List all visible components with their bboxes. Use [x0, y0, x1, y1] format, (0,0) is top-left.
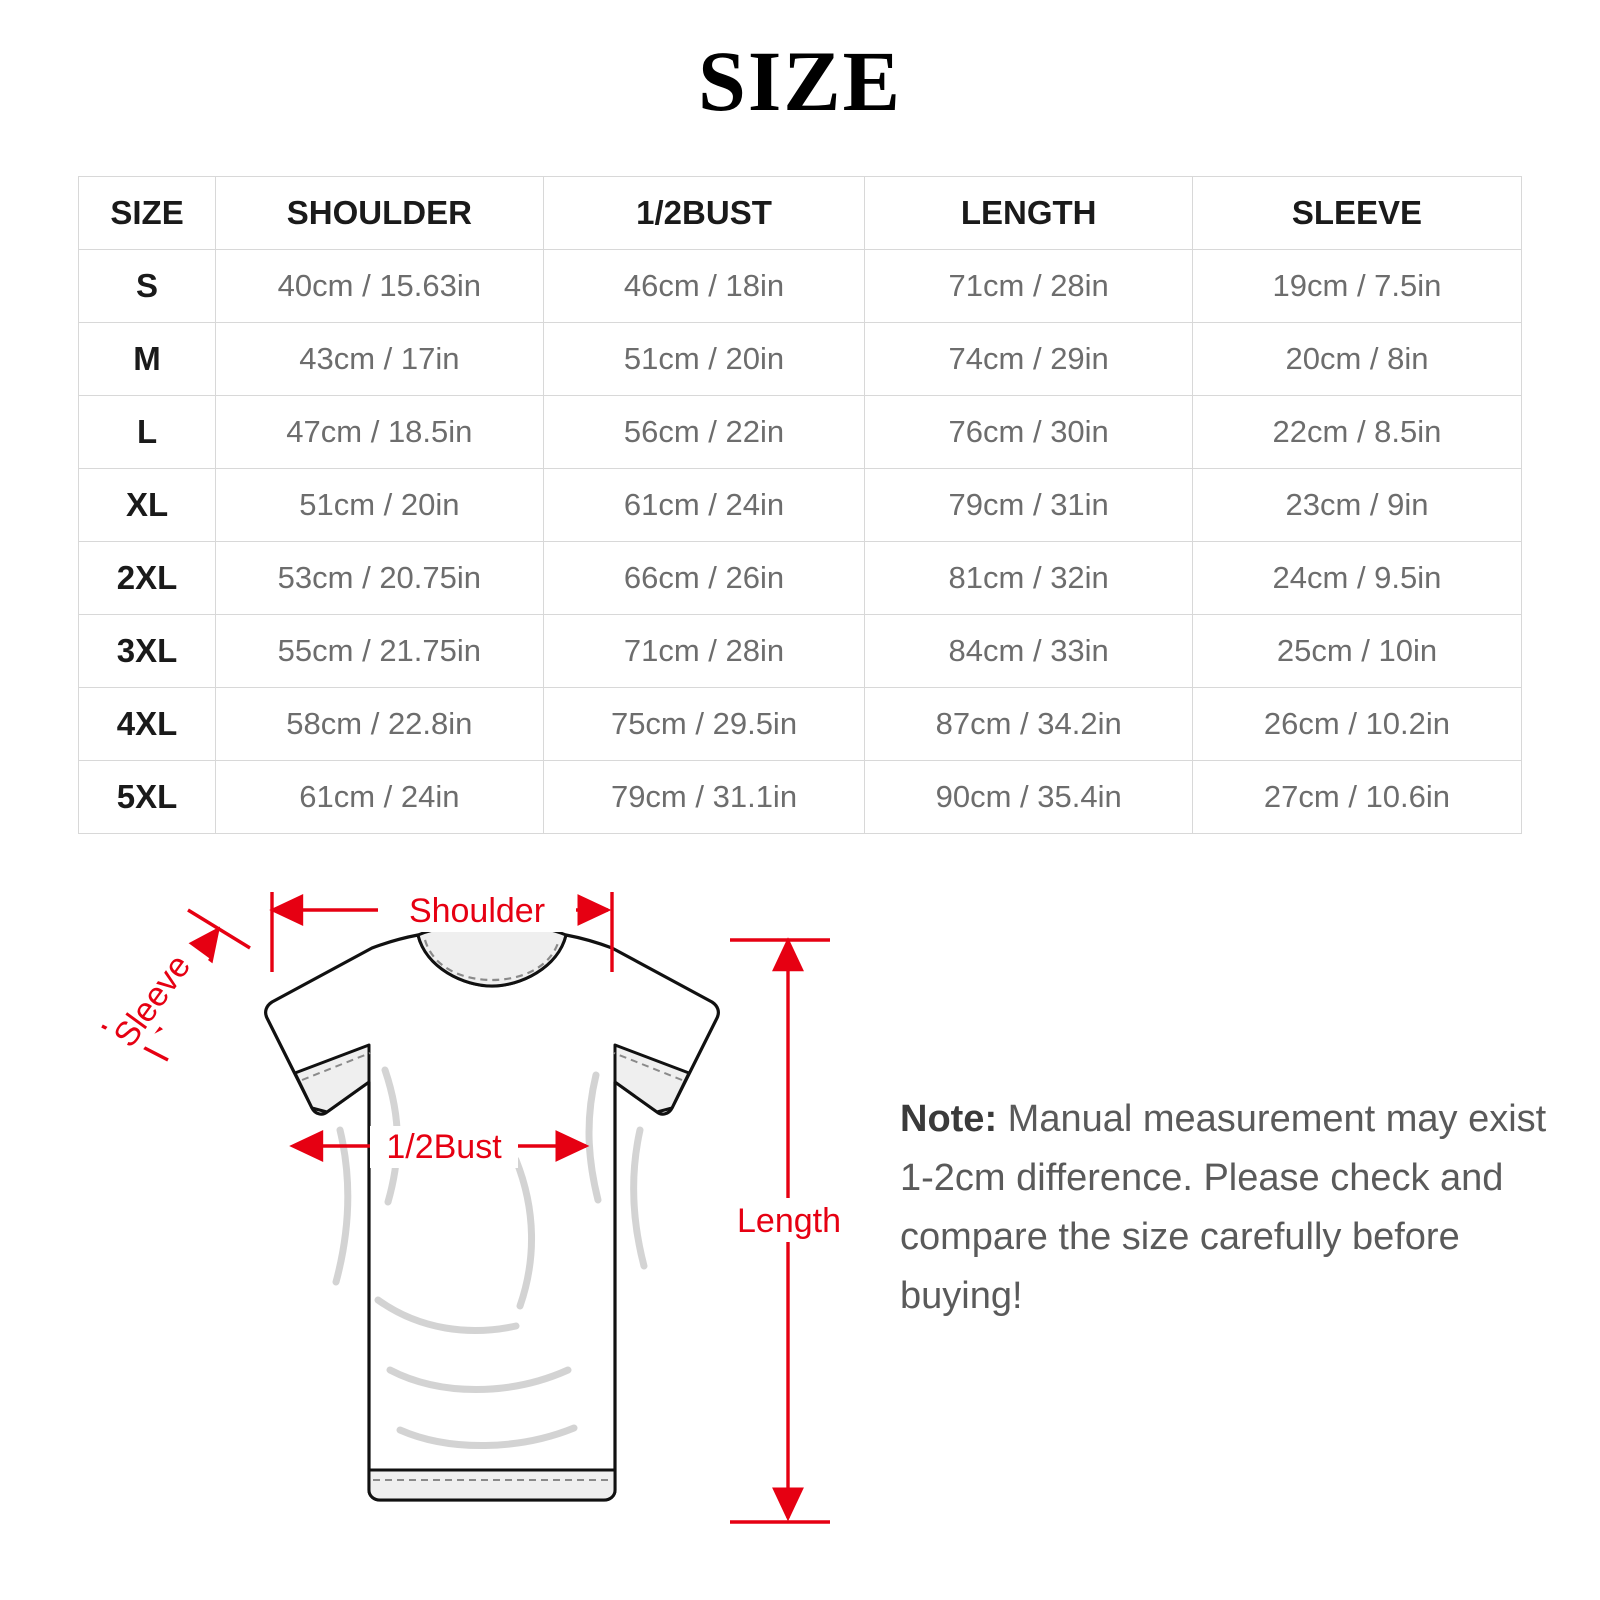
cell-size: XL	[79, 469, 216, 542]
cell-length: 71cm / 28in	[865, 250, 1193, 323]
note-block	[900, 1090, 1560, 1326]
sleeve-label: Sleeve	[106, 947, 199, 1055]
table-row	[79, 615, 1522, 688]
shoulder-label: Shoulder	[408, 892, 546, 930]
cell-shoulder: 40cm / 15.63in	[216, 250, 544, 323]
cell-sleeve: 24cm / 9.5in	[1192, 542, 1521, 615]
column-header-sleeve: SLEEVE	[1192, 177, 1521, 250]
bust-label: 1/2Bust	[386, 1128, 502, 1166]
cell-bust: 46cm / 18in	[543, 250, 865, 323]
column-header-shoulder: SHOULDER	[216, 177, 544, 250]
size-chart-table	[78, 176, 1522, 834]
note-text: Manual measurement may exist 1-2cm difference. Please check and compare the size carefully before buying!	[900, 1098, 1547, 1317]
cell-sleeve: 20cm / 8in	[1192, 323, 1521, 396]
cell-length: 90cm / 35.4in	[865, 761, 1193, 834]
cell-shoulder: 61cm / 24in	[216, 761, 544, 834]
cell-shoulder: 58cm / 22.8in	[216, 688, 544, 761]
tshirt-illustration	[266, 924, 719, 1500]
cell-bust: 56cm / 22in	[543, 396, 865, 469]
cell-shoulder: 51cm / 20in	[216, 469, 544, 542]
cell-bust: 61cm / 24in	[543, 469, 865, 542]
cell-size: 5XL	[79, 761, 216, 834]
table-row	[79, 396, 1522, 469]
table-row	[79, 761, 1522, 834]
sleeve-top-tick	[188, 910, 250, 948]
cell-length: 84cm / 33in	[865, 615, 1193, 688]
column-header-length: LENGTH	[865, 177, 1193, 250]
table-row	[79, 323, 1522, 396]
table-header-row	[79, 177, 1522, 250]
length-label: Length	[737, 1202, 841, 1240]
table-row	[79, 250, 1522, 323]
column-header-bust: 1/2BUST	[543, 177, 865, 250]
cell-sleeve: 23cm / 9in	[1192, 469, 1521, 542]
cell-size: S	[79, 250, 216, 323]
tshirt-measurement-diagram	[40, 830, 860, 1570]
cell-sleeve: 26cm / 10.2in	[1192, 688, 1521, 761]
page-title: SIZE	[697, 33, 903, 129]
cell-length: 76cm / 30in	[865, 396, 1193, 469]
cell-length: 74cm / 29in	[865, 323, 1193, 396]
cell-shoulder: 47cm / 18.5in	[216, 396, 544, 469]
table-row	[79, 469, 1522, 542]
cell-shoulder: 43cm / 17in	[216, 323, 544, 396]
cell-bust: 79cm / 31.1in	[543, 761, 865, 834]
cell-size: 4XL	[79, 688, 216, 761]
cell-bust: 71cm / 28in	[543, 615, 865, 688]
cell-bust: 75cm / 29.5in	[543, 688, 865, 761]
cell-sleeve: 25cm / 10in	[1192, 615, 1521, 688]
table-row	[79, 542, 1522, 615]
cell-bust: 51cm / 20in	[543, 323, 865, 396]
cell-bust: 66cm / 26in	[543, 542, 865, 615]
cell-sleeve: 19cm / 7.5in	[1192, 250, 1521, 323]
cell-sleeve: 22cm / 8.5in	[1192, 396, 1521, 469]
cell-size: 3XL	[79, 615, 216, 688]
cell-sleeve: 27cm / 10.6in	[1192, 761, 1521, 834]
cell-size: M	[79, 323, 216, 396]
size-chart-table-container	[78, 176, 1522, 834]
cell-size: L	[79, 396, 216, 469]
cell-shoulder: 55cm / 21.75in	[216, 615, 544, 688]
column-header-size: SIZE	[79, 177, 216, 250]
note-label: Note:	[900, 1098, 998, 1140]
cell-shoulder: 53cm / 20.75in	[216, 542, 544, 615]
cell-length: 81cm / 32in	[865, 542, 1193, 615]
cell-size: 2XL	[79, 542, 216, 615]
table-row	[79, 688, 1522, 761]
cell-length: 79cm / 31in	[865, 469, 1193, 542]
cell-length: 87cm / 34.2in	[865, 688, 1193, 761]
